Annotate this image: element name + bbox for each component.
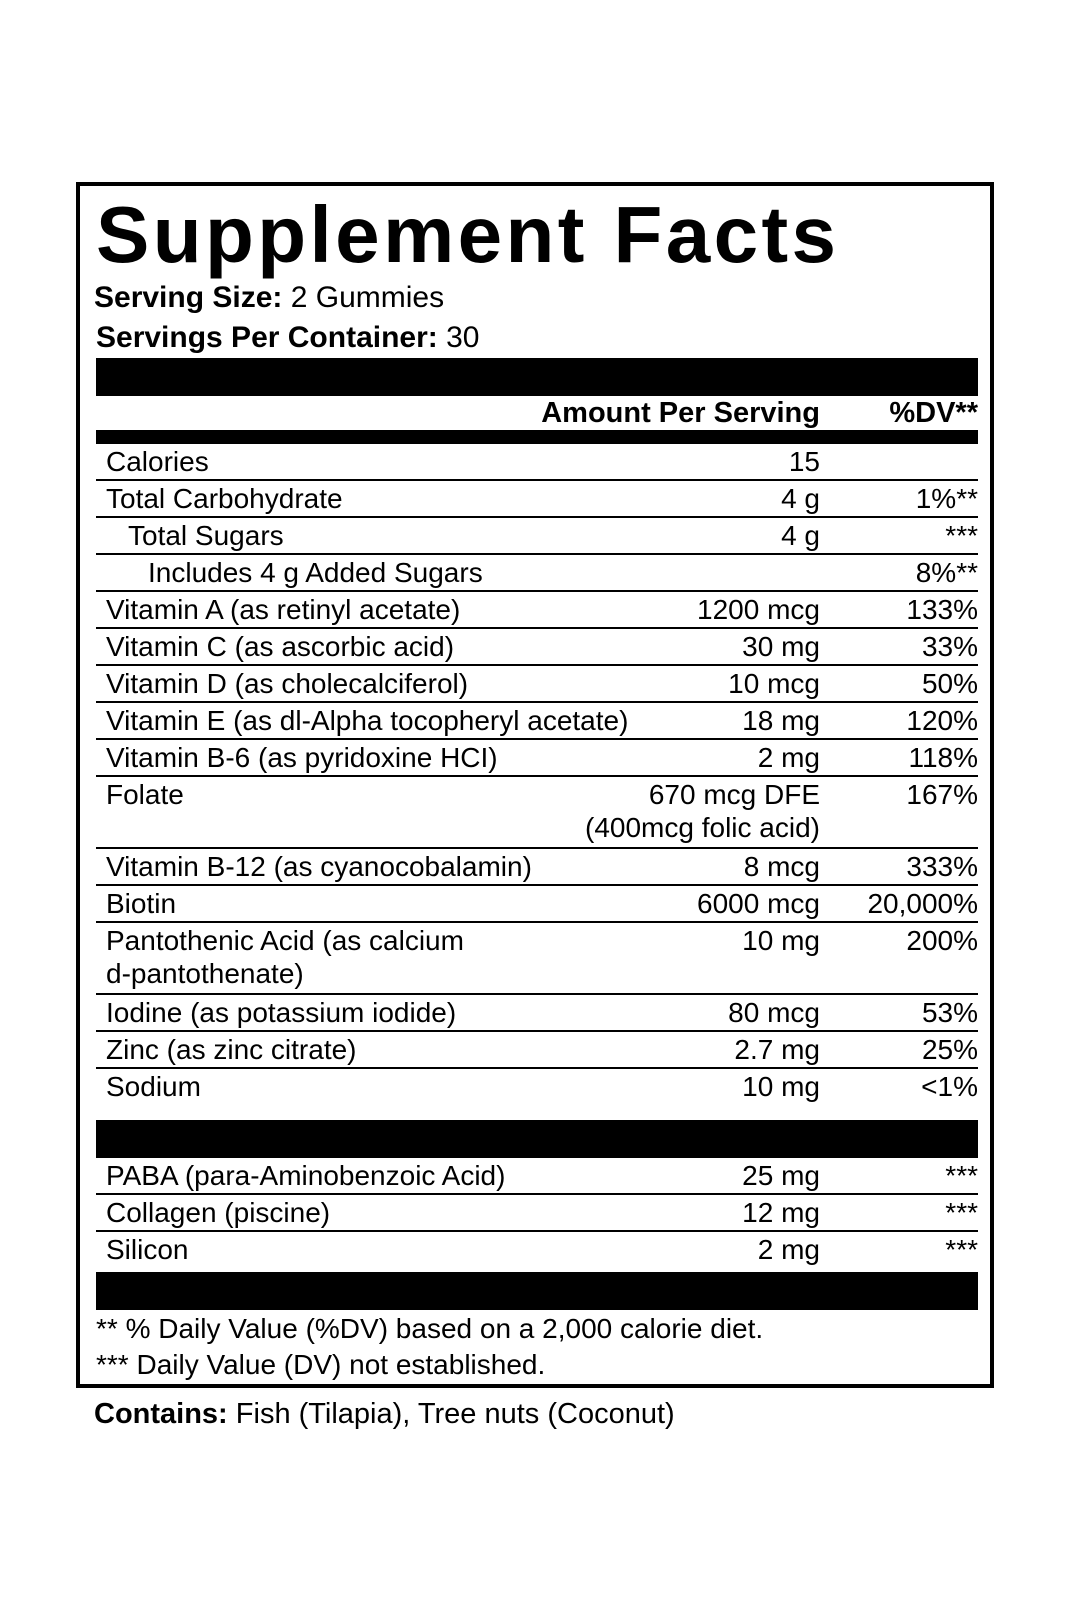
- nutrient-row-vitamin-e: [96, 703, 978, 740]
- nutrient-dv: 53%: [921, 997, 978, 1028]
- nutrient-row-iodine: [96, 995, 978, 1032]
- ingredient-dv: ***: [945, 1197, 978, 1228]
- ingredient-row-paba: [96, 1158, 978, 1195]
- thick-divider-top: [96, 358, 978, 396]
- nutrient-amount: 18 mg: [742, 705, 820, 736]
- nutrient-row-added-sugars: [96, 555, 978, 592]
- nutrient-name: Vitamin E (as dl-Alpha tocopheryl acetate): [106, 705, 629, 736]
- nutrient-name: Total Carbohydrate: [106, 483, 343, 514]
- thick-divider-middle: [96, 1120, 978, 1158]
- thick-divider-bottom: [96, 1272, 978, 1310]
- nutrient-row-folate: [96, 777, 978, 849]
- serving-size: [94, 280, 444, 316]
- nutrient-amount: 6000 mcg: [697, 888, 820, 919]
- nutrient-dv: 8%**: [915, 557, 978, 588]
- nutrient-name-line2: d-pantothenate): [106, 958, 304, 989]
- allergen-statement: [94, 1396, 675, 1432]
- nutrient-row-total-sugars: [96, 518, 978, 555]
- nutrient-row-calories: [96, 444, 978, 481]
- nutrient-amount: 2.7 mg: [734, 1034, 820, 1065]
- nutrient-name: Sodium: [106, 1071, 201, 1102]
- nutrient-amount: [585, 778, 820, 844]
- nutrient-name: Total Sugars: [128, 520, 284, 551]
- nutrient-dv: 120%: [906, 705, 978, 736]
- nutrient-row-sodium: [96, 1069, 978, 1106]
- nutrient-name: Vitamin B-6 (as pyridoxine HCI): [106, 742, 498, 773]
- ingredient-name: PABA (para-Aminobenzoic Acid): [106, 1160, 506, 1191]
- nutrient-name-line1: Pantothenic Acid (as calcium: [106, 925, 464, 956]
- header-divider: [96, 430, 978, 444]
- nutrient-name: Vitamin D (as cholecalciferol): [106, 668, 469, 699]
- nutrient-name: Iodine (as potassium iodide): [106, 997, 457, 1028]
- ingredient-dv: ***: [945, 1234, 978, 1265]
- header-daily-value: %DV**: [889, 397, 978, 429]
- nutrient-row-zinc: [96, 1032, 978, 1069]
- allergen-value: Fish (Tilapia), Tree nuts (Coconut): [235, 1398, 675, 1430]
- nutrient-row-vitamin-b12: [96, 849, 978, 886]
- nutrient-name: Calories: [106, 446, 209, 477]
- servings-per-container: [96, 320, 479, 356]
- nutrient-name: [106, 924, 464, 990]
- nutrient-name: Includes 4 g Added Sugars: [148, 557, 483, 588]
- nutrient-dv: 118%: [908, 742, 978, 773]
- ingredient-dv: ***: [945, 1160, 978, 1191]
- nutrient-amount: 4 g: [781, 483, 820, 514]
- ingredient-row-silicon: [96, 1232, 978, 1269]
- nutrient-row-total-carbohydrate: [96, 481, 978, 518]
- ingredient-amount: 12 mg: [742, 1197, 820, 1228]
- table-header: [96, 396, 978, 430]
- nutrient-table: [96, 444, 978, 1106]
- supplement-facts-panel: [76, 182, 994, 1388]
- nutrient-amount-line1: 670 mcg DFE: [648, 779, 820, 810]
- nutrient-dv: ***: [945, 520, 978, 551]
- nutrient-name: Biotin: [106, 888, 177, 919]
- serving-size-label: Serving Size:: [94, 281, 283, 314]
- nutrient-amount: 8 mcg: [743, 851, 820, 882]
- nutrient-amount: 30 mg: [742, 631, 820, 662]
- nutrient-dv: 33%: [921, 631, 978, 662]
- nutrient-amount: 15: [788, 446, 820, 477]
- nutrient-dv: 333%: [906, 851, 978, 882]
- ingredient-row-collagen: [96, 1195, 978, 1232]
- nutrient-row-vitamin-b6: [96, 740, 978, 777]
- ingredient-amount: 2 mg: [757, 1234, 820, 1265]
- nutrient-amount-line2: (400mcg folic acid): [585, 812, 820, 843]
- allergen-label: Contains:: [94, 1398, 228, 1430]
- nutrient-dv: 20,000%: [867, 888, 978, 919]
- nutrient-name: Vitamin B-12 (as cyanocobalamin): [106, 851, 532, 882]
- nutrient-dv: 133%: [906, 594, 978, 625]
- nutrient-row-biotin: [96, 886, 978, 923]
- ingredient-name: Silicon: [106, 1234, 189, 1265]
- nutrient-dv: 167%: [906, 779, 978, 810]
- nutrient-amount: 10 mg: [742, 925, 820, 956]
- nutrient-row-vitamin-a: [96, 592, 978, 629]
- nutrient-amount: 10 mg: [742, 1071, 820, 1102]
- nutrient-dv: 50%: [921, 668, 978, 699]
- nutrient-row-vitamin-c: [96, 629, 978, 666]
- other-ingredients-table: [96, 1158, 978, 1269]
- nutrient-amount: 4 g: [781, 520, 820, 551]
- ingredient-name: Collagen (piscine): [106, 1197, 331, 1228]
- footnote-not-established: *** Daily Value (DV) not established.: [96, 1349, 546, 1380]
- nutrient-dv: 1%**: [915, 483, 978, 514]
- nutrient-row-pantothenic-acid: [96, 923, 978, 995]
- footnote-daily-value: ** % Daily Value (%DV) based on a 2,000 calorie diet.: [96, 1313, 764, 1344]
- nutrient-dv: 25%: [921, 1034, 978, 1065]
- nutrient-amount: 10 mcg: [728, 668, 820, 699]
- nutrient-dv: <1%: [921, 1071, 978, 1102]
- nutrient-name: Folate: [106, 779, 184, 810]
- nutrient-amount: 2 mg: [757, 742, 820, 773]
- header-amount-per-serving: Amount Per Serving: [541, 397, 820, 429]
- nutrient-name: Vitamin C (as ascorbic acid): [106, 631, 455, 662]
- serving-size-value: 2 Gummies: [290, 281, 445, 314]
- servings-per-container-label: Servings Per Container:: [96, 321, 438, 354]
- panel-title: Supplement Facts: [96, 190, 840, 279]
- nutrient-name: Vitamin A (as retinyl acetate): [106, 594, 461, 625]
- servings-per-container-value: 30: [446, 321, 480, 354]
- nutrient-amount: 1200 mcg: [697, 594, 820, 625]
- nutrient-name: Zinc (as zinc citrate): [106, 1034, 357, 1065]
- nutrient-dv: 200%: [906, 925, 978, 956]
- nutrient-amount: 80 mcg: [728, 997, 820, 1028]
- ingredient-amount: 25 mg: [742, 1160, 820, 1191]
- nutrient-row-vitamin-d: [96, 666, 978, 703]
